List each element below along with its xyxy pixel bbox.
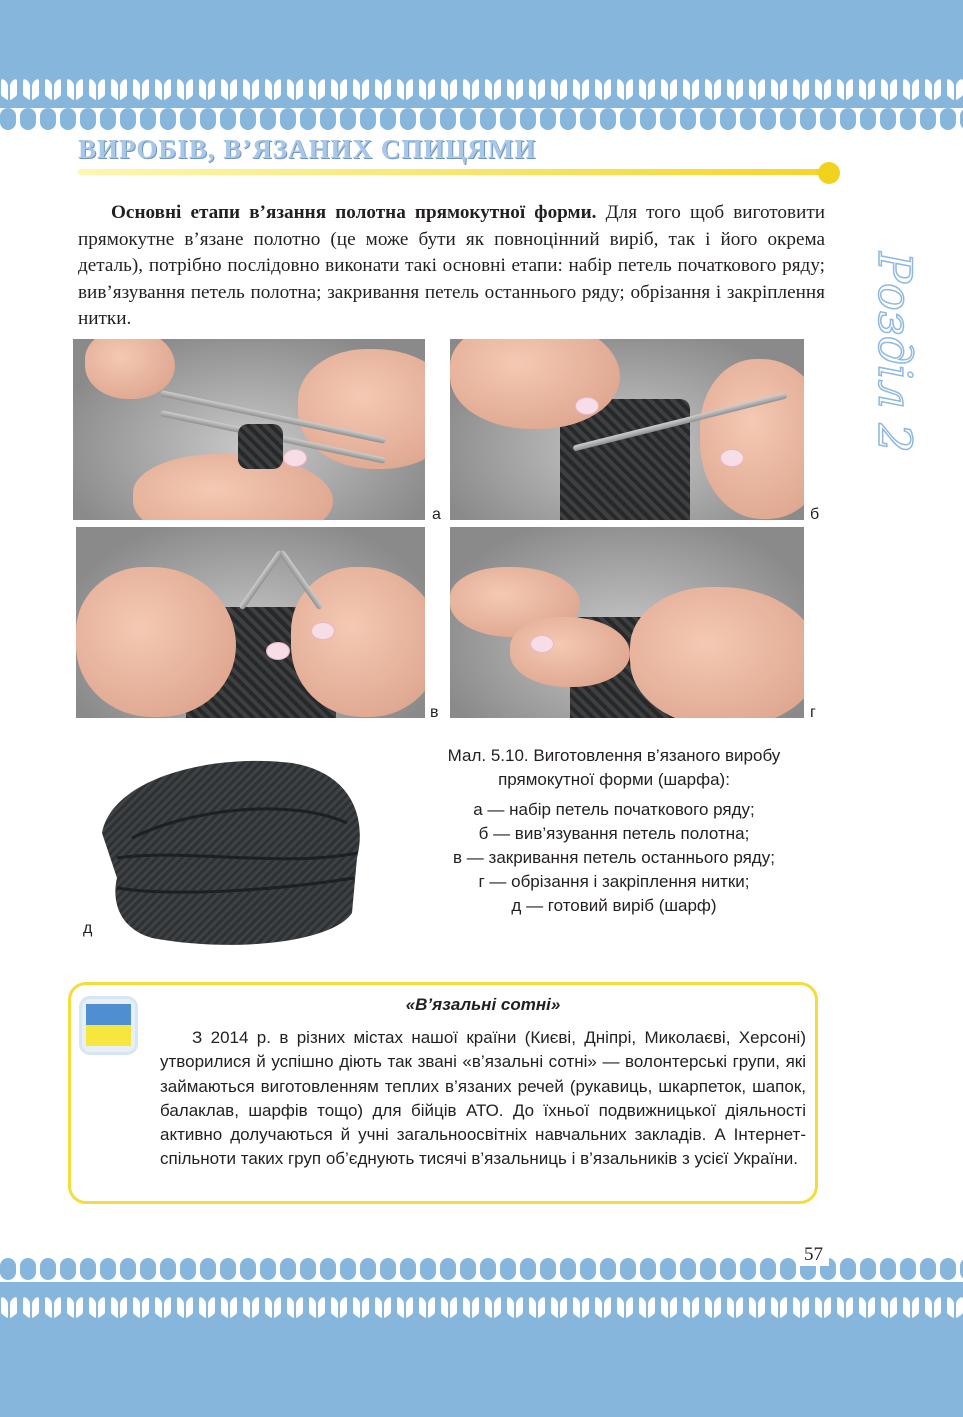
bead-ornament-icon bbox=[820, 108, 836, 130]
chevron-ornament-icon bbox=[0, 1294, 18, 1318]
chevron-ornament-icon bbox=[66, 76, 84, 100]
ukraine-flag-icon bbox=[82, 999, 135, 1052]
binding-off-photo bbox=[76, 527, 425, 718]
chevron-ornament-icon bbox=[616, 1294, 634, 1318]
chevron-ornament-icon bbox=[770, 1294, 788, 1318]
bead-ornament-icon bbox=[200, 108, 216, 130]
chevron-ornament-icon bbox=[528, 76, 546, 100]
chevron-ornament-icon bbox=[814, 1294, 832, 1318]
chevron-ornament-icon bbox=[176, 76, 194, 100]
bead-ornament-icon bbox=[640, 108, 656, 130]
chevron-ornament-icon bbox=[44, 76, 62, 100]
bead-ornament-icon bbox=[480, 1258, 496, 1280]
bead-ornament-icon bbox=[440, 108, 456, 130]
page-number: 57 bbox=[798, 1244, 829, 1266]
bead-ornament-icon bbox=[600, 1258, 616, 1280]
chapter-side-label: Розділ 2 bbox=[868, 252, 922, 453]
chevron-ornament-icon bbox=[0, 76, 18, 100]
bead-ornament-icon bbox=[180, 1258, 196, 1280]
bead-ornament-icon bbox=[260, 108, 276, 130]
bead-ornament-icon bbox=[240, 1258, 256, 1280]
bead-ornament-icon bbox=[40, 108, 56, 130]
bead-ornament-icon bbox=[780, 108, 796, 130]
chevron-ornament-icon bbox=[946, 76, 963, 100]
bead-ornament-icon bbox=[0, 108, 16, 130]
bead-ornament-icon bbox=[460, 1258, 476, 1280]
chevron-ornament-icon bbox=[924, 76, 942, 100]
chevron-ornament-icon bbox=[242, 76, 260, 100]
chevron-ornament-icon bbox=[902, 76, 920, 100]
photo-letter-b: б bbox=[810, 506, 820, 523]
title-underline bbox=[78, 169, 833, 175]
figure-caption bbox=[404, 744, 824, 918]
bead-ornament-icon bbox=[360, 1258, 376, 1280]
bead-ornament-icon bbox=[740, 1258, 756, 1280]
caption-item: г — обрізання і закріплення нитки; bbox=[478, 872, 750, 891]
chevron-ornament-icon bbox=[946, 1294, 963, 1318]
chevron-ornament-icon bbox=[88, 76, 106, 100]
bead-ornament-icon bbox=[620, 108, 636, 130]
bead-ornament-icon bbox=[520, 1258, 536, 1280]
chevron-ornament-icon bbox=[704, 1294, 722, 1318]
chevron-ornament-icon bbox=[506, 1294, 524, 1318]
caption-item: в — закривання петель останнього ряду; bbox=[453, 848, 775, 867]
bead-ornament-icon bbox=[940, 1258, 956, 1280]
bead-ornament-icon bbox=[760, 1258, 776, 1280]
chevron-ornament-icon bbox=[440, 76, 458, 100]
chevron-ornament-icon bbox=[264, 76, 282, 100]
bead-ornament-icon bbox=[940, 108, 956, 130]
bead-ornament-icon bbox=[120, 108, 136, 130]
bead-ornament-icon bbox=[440, 1258, 456, 1280]
chevron-ornament-icon bbox=[726, 1294, 744, 1318]
bead-ornament-icon bbox=[320, 1258, 336, 1280]
bead-ornament-icon bbox=[280, 1258, 296, 1280]
bead-ornament-icon bbox=[360, 108, 376, 130]
chevron-ornament-icon bbox=[110, 1294, 128, 1318]
chevron-ornament-icon bbox=[198, 76, 216, 100]
caption-line: Мал. 5.10. Виготовлення в’язаного виробу bbox=[447, 746, 781, 765]
info-box-title: «В’язальні сотні» bbox=[405, 995, 561, 1014]
bead-ornament-icon bbox=[800, 108, 816, 130]
chevron-ornament-icon bbox=[858, 1294, 876, 1318]
bead-ornament-icon bbox=[660, 108, 676, 130]
chevron-ornament-icon bbox=[220, 76, 238, 100]
chevron-ornament-icon bbox=[88, 1294, 106, 1318]
bead-ornament-icon bbox=[920, 1258, 936, 1280]
chevron-ornament-icon bbox=[308, 1294, 326, 1318]
chevron-ornament-icon bbox=[638, 1294, 656, 1318]
chevron-ornament-icon bbox=[242, 1294, 260, 1318]
bead-ornament-icon bbox=[580, 1258, 596, 1280]
bead-ornament-icon bbox=[560, 1258, 576, 1280]
chevron-ornament-icon bbox=[880, 1294, 898, 1318]
bead-ornament-icon bbox=[500, 108, 516, 130]
bead-ornament-icon bbox=[320, 108, 336, 130]
chevron-ornament-icon bbox=[396, 76, 414, 100]
bead-ornament-icon bbox=[720, 108, 736, 130]
bead-ornament-icon bbox=[260, 1258, 276, 1280]
chevron-ornament-icon bbox=[286, 1294, 304, 1318]
chevron-ornament-icon bbox=[110, 76, 128, 100]
bead-ornament-icon bbox=[300, 1258, 316, 1280]
bead-ornament-icon bbox=[900, 1258, 916, 1280]
bead-ornament-icon bbox=[560, 108, 576, 130]
chevron-ornament-icon bbox=[814, 76, 832, 100]
chevron-ornament-icon bbox=[616, 76, 634, 100]
bead-ornament-icon bbox=[80, 108, 96, 130]
bead-ornament-icon bbox=[380, 108, 396, 130]
chevron-ornament-icon bbox=[396, 1294, 414, 1318]
bead-ornament-icon bbox=[0, 1258, 16, 1280]
chevron-ornament-icon bbox=[726, 76, 744, 100]
bead-ornament-icon bbox=[720, 1258, 736, 1280]
bead-ornament-icon bbox=[220, 1258, 236, 1280]
chevron-ornament-icon bbox=[154, 1294, 172, 1318]
bead-ornament-icon bbox=[400, 108, 416, 130]
chevron-ornament-icon bbox=[660, 76, 678, 100]
chevron-ornament-icon bbox=[770, 76, 788, 100]
chevron-ornament-icon bbox=[506, 76, 524, 100]
chevron-ornament-icon bbox=[682, 76, 700, 100]
chevron-ornament-icon bbox=[638, 76, 656, 100]
chevron-ornament-icon bbox=[286, 76, 304, 100]
chevron-ornament-icon bbox=[440, 1294, 458, 1318]
chevron-ornament-icon bbox=[330, 1294, 348, 1318]
bead-ornament-icon bbox=[380, 1258, 396, 1280]
bead-ornament-icon bbox=[780, 1258, 796, 1280]
bead-ornament-icon bbox=[620, 1258, 636, 1280]
chevron-ornament-icon bbox=[198, 1294, 216, 1318]
bead-ornament-icon bbox=[880, 108, 896, 130]
bead-ornament-icon bbox=[120, 1258, 136, 1280]
bead-ornament-icon bbox=[600, 108, 616, 130]
bottom-ornament-band bbox=[0, 1282, 963, 1417]
bead-ornament-icon bbox=[740, 108, 756, 130]
bead-ornament-icon bbox=[20, 108, 36, 130]
bead-ornament-icon bbox=[480, 108, 496, 130]
cutting-thread-photo bbox=[450, 527, 804, 718]
chevron-ornament-icon bbox=[484, 76, 502, 100]
chevron-ornament-icon bbox=[704, 76, 722, 100]
bead-ornament-icon bbox=[500, 1258, 516, 1280]
chevron-ornament-icon bbox=[462, 1294, 480, 1318]
chevron-ornament-icon bbox=[858, 76, 876, 100]
bead-ornament-icon bbox=[140, 108, 156, 130]
chevron-ornament-icon bbox=[836, 1294, 854, 1318]
chevron-ornament-icon bbox=[550, 1294, 568, 1318]
bead-ornament-icon bbox=[140, 1258, 156, 1280]
photo-letter-d: д bbox=[83, 920, 93, 937]
chevron-ornament-icon bbox=[792, 1294, 810, 1318]
chevron-ornament-icon bbox=[176, 1294, 194, 1318]
chevron-ornament-icon bbox=[594, 76, 612, 100]
chevron-ornament-icon bbox=[22, 1294, 40, 1318]
bead-ornament-icon bbox=[900, 108, 916, 130]
chevron-ornament-icon bbox=[308, 76, 326, 100]
caption-line: прямокутної форми (шарфа): bbox=[498, 770, 730, 789]
bead-ornament-icon bbox=[220, 108, 236, 130]
caption-item: д — готовий виріб (шарф) bbox=[511, 896, 717, 915]
chevron-ornament-icon bbox=[792, 76, 810, 100]
bead-ornament-icon bbox=[700, 1258, 716, 1280]
bead-ornament-icon bbox=[200, 1258, 216, 1280]
bead-ornament-icon bbox=[240, 108, 256, 130]
bead-ornament-icon bbox=[680, 108, 696, 130]
chevron-pattern-row bbox=[0, 1294, 963, 1318]
chevron-ornament-icon bbox=[748, 1294, 766, 1318]
bead-ornament-icon bbox=[460, 108, 476, 130]
chevron-ornament-icon bbox=[836, 76, 854, 100]
chevron-ornament-icon bbox=[550, 76, 568, 100]
bead-ornament-icon bbox=[860, 1258, 876, 1280]
photo-letter-a: а bbox=[432, 506, 441, 523]
chevron-ornament-icon bbox=[528, 1294, 546, 1318]
bead-pattern-row bbox=[0, 108, 963, 130]
bead-ornament-icon bbox=[340, 108, 356, 130]
chevron-pattern-row bbox=[0, 76, 963, 100]
bead-ornament-icon bbox=[540, 108, 556, 130]
bead-ornament-icon bbox=[420, 1258, 436, 1280]
bead-ornament-icon bbox=[180, 108, 196, 130]
bead-ornament-icon bbox=[520, 108, 536, 130]
bead-ornament-icon bbox=[540, 1258, 556, 1280]
intro-lead: Основні етапи в’язання полотна прямокутної форми. bbox=[111, 202, 597, 223]
bead-ornament-icon bbox=[400, 1258, 416, 1280]
chevron-ornament-icon bbox=[748, 76, 766, 100]
bead-ornament-icon bbox=[300, 108, 316, 130]
chevron-ornament-icon bbox=[660, 1294, 678, 1318]
bead-ornament-icon bbox=[580, 108, 596, 130]
bead-ornament-icon bbox=[60, 108, 76, 130]
chevron-ornament-icon bbox=[418, 1294, 436, 1318]
bead-ornament-icon bbox=[840, 1258, 856, 1280]
chevron-ornament-icon bbox=[902, 1294, 920, 1318]
bead-ornament-icon bbox=[60, 1258, 76, 1280]
title-dot-icon bbox=[818, 162, 840, 184]
chevron-ornament-icon bbox=[572, 76, 590, 100]
caption-item: б — вив’язування петель полотна; bbox=[478, 824, 750, 843]
chevron-ornament-icon bbox=[682, 1294, 700, 1318]
chevron-ornament-icon bbox=[330, 76, 348, 100]
bead-ornament-icon bbox=[680, 1258, 696, 1280]
bead-ornament-icon bbox=[760, 108, 776, 130]
chevron-ornament-icon bbox=[132, 76, 150, 100]
chevron-ornament-icon bbox=[924, 1294, 942, 1318]
chevron-ornament-icon bbox=[132, 1294, 150, 1318]
bead-ornament-icon bbox=[100, 108, 116, 130]
photo-letter-g: г bbox=[810, 704, 816, 721]
chevron-ornament-icon bbox=[22, 76, 40, 100]
chevron-ornament-icon bbox=[154, 76, 172, 100]
chevron-ornament-icon bbox=[484, 1294, 502, 1318]
chevron-ornament-icon bbox=[594, 1294, 612, 1318]
bead-ornament-icon bbox=[700, 108, 716, 130]
chevron-ornament-icon bbox=[66, 1294, 84, 1318]
bead-ornament-icon bbox=[280, 108, 296, 130]
chevron-ornament-icon bbox=[572, 1294, 590, 1318]
chevron-ornament-icon bbox=[374, 1294, 392, 1318]
bead-ornament-icon bbox=[340, 1258, 356, 1280]
bead-ornament-icon bbox=[860, 108, 876, 130]
chevron-ornament-icon bbox=[44, 1294, 62, 1318]
caption-item: а — набір петель початкового ряду; bbox=[473, 800, 755, 819]
photo-letter-v: в bbox=[430, 704, 439, 721]
chevron-ornament-icon bbox=[418, 76, 436, 100]
bead-ornament-icon bbox=[880, 1258, 896, 1280]
casting-on-photo bbox=[73, 339, 425, 520]
bead-ornament-icon bbox=[160, 108, 176, 130]
intro-paragraph bbox=[78, 200, 825, 333]
bead-ornament-icon bbox=[100, 1258, 116, 1280]
chevron-ornament-icon bbox=[462, 76, 480, 100]
intro-text: Для того щоб виготовити прямокутне в’язане полотно (це може бути як повноцінний виріб, так і його окрема деталь), потрібно послідовно виконати такі основні етапи: набір петель початкового ряду; вив’язування петель полотна; закривання петель останнього ряду; обрізання і закріплення нитки. bbox=[78, 202, 825, 329]
bead-ornament-icon bbox=[640, 1258, 656, 1280]
bead-ornament-icon bbox=[40, 1258, 56, 1280]
bead-ornament-icon bbox=[840, 108, 856, 130]
bead-ornament-icon bbox=[20, 1258, 36, 1280]
info-box-text: З 2014 р. в різних містах нашої країни (Києві, Дніпрі, Миколаєві, Херсоні) утворилися й успішно діють так звані «в’язальні сотні» — волонтерські групи, які займаються виготовленням теплих в’язаних речей (рукавиць, шкарпеток, шапок, балаклав, шарфів тощо) для бійців АТО. До їхньої подвижницької діяльності активно долучаються й учні загальноосвітніх навчальних закладів. А Інтернет-спільноти таких груп об’єднують тисячі в’язальниць і в’язальників з усієї України. bbox=[160, 1028, 806, 1169]
chevron-ornament-icon bbox=[352, 76, 370, 100]
chevron-ornament-icon bbox=[220, 1294, 238, 1318]
knitting-stitches-photo bbox=[450, 339, 804, 520]
chevron-ornament-icon bbox=[264, 1294, 282, 1318]
bead-ornament-icon bbox=[660, 1258, 676, 1280]
section-title: ВИРОБІВ, В’ЯЗАНИХ СПИЦЯМИ bbox=[78, 134, 537, 164]
chevron-ornament-icon bbox=[352, 1294, 370, 1318]
bead-ornament-icon bbox=[420, 108, 436, 130]
chevron-ornament-icon bbox=[374, 76, 392, 100]
bead-ornament-icon bbox=[160, 1258, 176, 1280]
bead-ornament-icon bbox=[80, 1258, 96, 1280]
bead-ornament-icon bbox=[920, 108, 936, 130]
chevron-ornament-icon bbox=[880, 76, 898, 100]
knitted-scarf-photo bbox=[92, 738, 367, 953]
